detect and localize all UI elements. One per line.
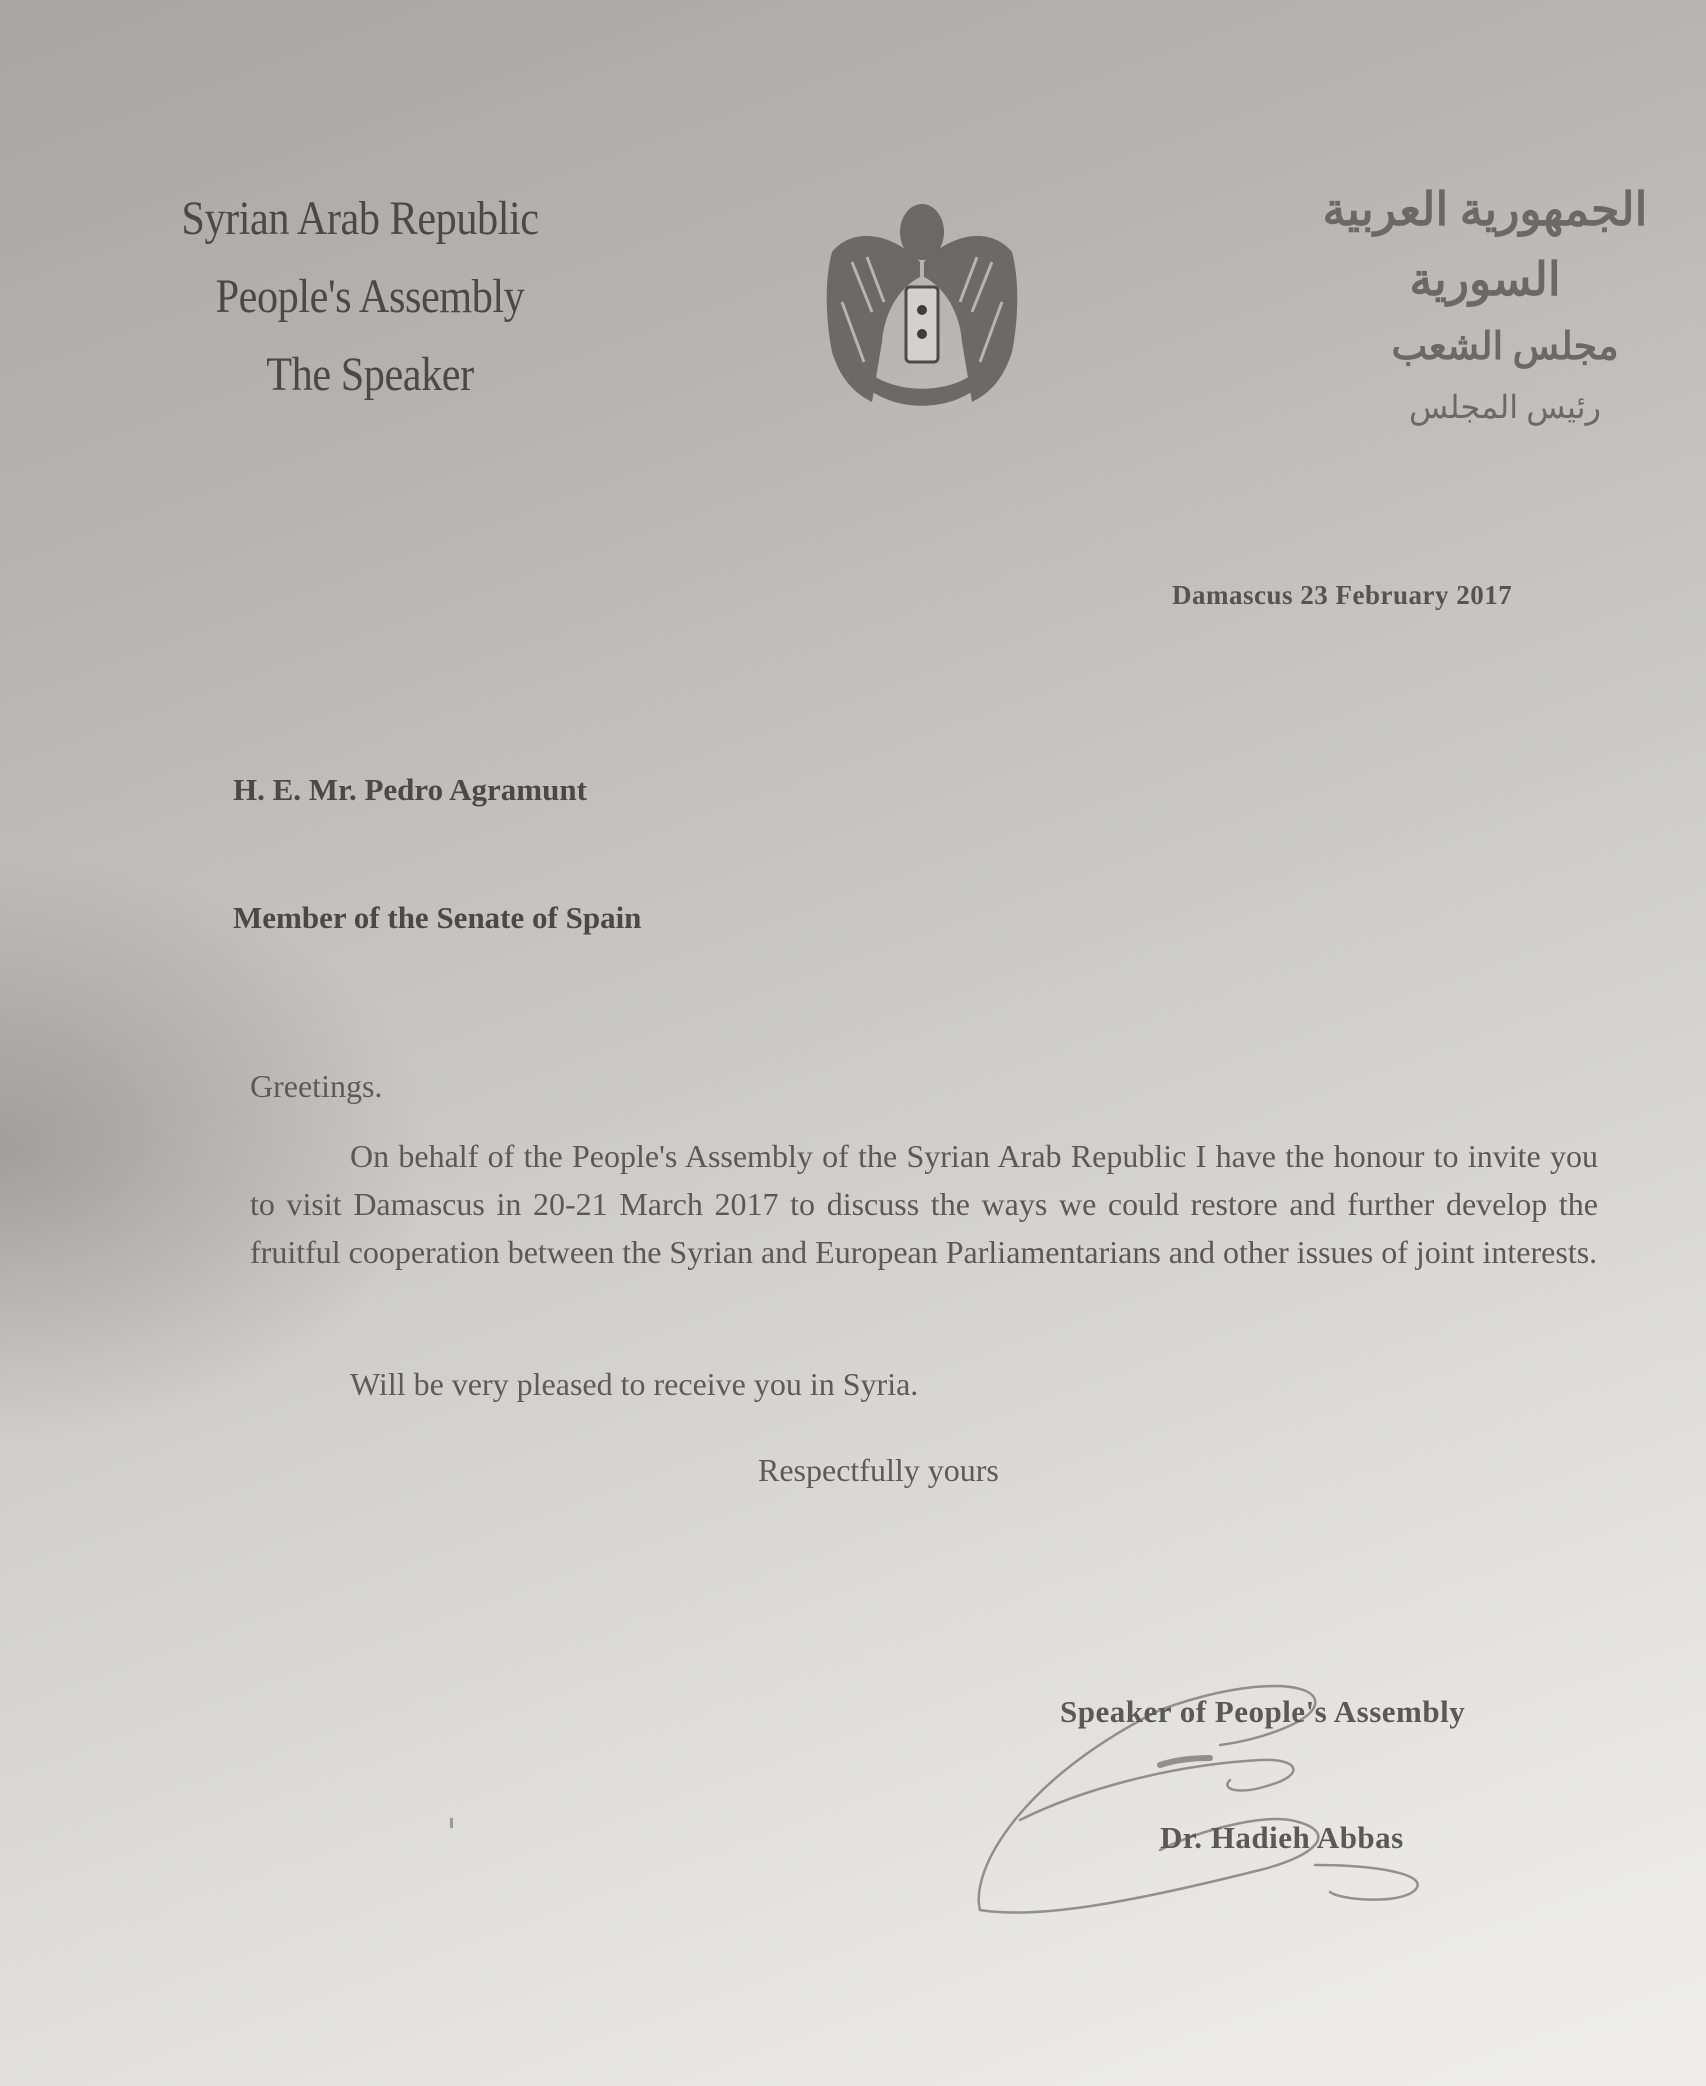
letterhead-arabic-country: الجمهورية العربية السورية bbox=[1322, 184, 1648, 305]
recipient-name: H. E. Mr. Pedro Agramunt bbox=[233, 772, 587, 807]
syrian-eagle-emblem-icon bbox=[812, 192, 1032, 417]
letterhead-english bbox=[120, 180, 640, 414]
closing-sentence: Will be very pleased to receive you in Syria. bbox=[350, 1366, 919, 1402]
recipient-title: Member of the Senate of Spain bbox=[233, 900, 642, 935]
body-paragraph: On behalf of the People's Assembly of the Syrian Arab Republic I have the honour to invite you to visit Damascus in 20-21 March 2017 to discuss the ways we could restore and further develop the fruitful cooperation between the Syrian and European Parliamentarians and other issues of joint interests. bbox=[250, 1138, 1598, 1270]
date-line: Damascus 23 February 2017 bbox=[1172, 580, 1513, 610]
valediction: Respectfully yours bbox=[758, 1452, 999, 1488]
letterhead-office: The Speaker bbox=[266, 348, 474, 401]
letterhead-arabic bbox=[1270, 175, 1700, 435]
greeting: Greetings. bbox=[250, 1068, 383, 1104]
letterhead-arabic-office: رئيس المجلس bbox=[1409, 389, 1601, 425]
signatory-title: Speaker of People's Assembly bbox=[1060, 1694, 1466, 1729]
signatory-name: Dr. Hadieh Abbas bbox=[1160, 1820, 1404, 1855]
letterhead-institution: People's Assembly bbox=[215, 270, 525, 323]
letterhead-arabic-institution: مجلس الشعب bbox=[1391, 326, 1619, 368]
paper-speck bbox=[450, 1818, 453, 1828]
letterhead-country: Syrian Arab Republic bbox=[181, 192, 539, 245]
